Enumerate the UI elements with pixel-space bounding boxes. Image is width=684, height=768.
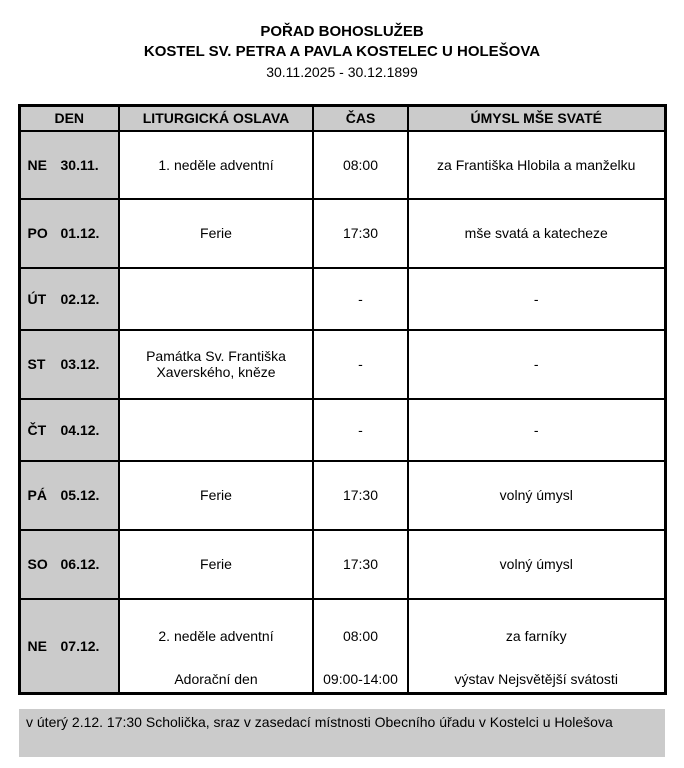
day-cell <box>19 199 119 268</box>
time-secondary-text: 09:00-14:00 <box>323 670 398 687</box>
time-cell: - <box>313 268 408 330</box>
time-cell: - <box>313 399 408 461</box>
church-name: KOSTEL SV. PETRA A PAVLA KOSTELEC U HOLEŠOVA <box>143 43 541 60</box>
intention-cell: za Františka Hlobila a manželku <box>408 131 665 199</box>
table-row <box>19 268 665 330</box>
time-text: 08:00 <box>342 628 379 644</box>
time-cell: 17:30 <box>313 461 408 530</box>
day-date: 01.12. <box>60 225 100 241</box>
col-header-liturgicka-oslava: LITURGICKÁ OSLAVA <box>119 106 313 131</box>
time-cell <box>313 599 408 694</box>
celebration-secondary-text: Adorační den <box>174 670 258 687</box>
time-cell: 17:30 <box>313 530 408 599</box>
intention-cell: - <box>408 399 665 461</box>
celebration-cell: Ferie <box>119 530 313 599</box>
time-cell: 08:00 <box>313 131 408 199</box>
day-abbr: NE <box>27 637 47 654</box>
day-date: 04.12. <box>60 421 100 438</box>
col-header-umysl-mse-svate: ÚMYSL MŠE SVATÉ <box>408 106 665 131</box>
page-title: POŘAD BOHOSLUŽEB <box>260 23 424 40</box>
day-abbr: PO <box>27 225 48 241</box>
table-row <box>19 461 665 530</box>
schedule-table <box>18 104 667 695</box>
day-cell <box>19 131 119 199</box>
intention-cell: - <box>408 330 665 399</box>
day-cell <box>19 399 119 461</box>
day-date: 02.12. <box>60 290 100 307</box>
day-abbr: ČT <box>27 421 47 438</box>
celebration-cell: Ferie <box>119 199 313 268</box>
celebration-cell <box>119 399 313 461</box>
col-header-den: DEN <box>19 106 119 131</box>
celebration-cell <box>119 599 313 694</box>
table-row <box>19 530 665 599</box>
day-abbr: SO <box>27 556 48 572</box>
table-header-row <box>19 106 665 131</box>
day-cell <box>19 599 119 694</box>
day-cell <box>19 268 119 330</box>
day-cell <box>19 530 119 599</box>
day-abbr: NE <box>27 156 47 173</box>
intention-cell: volný úmysl <box>408 461 665 530</box>
table-row <box>19 599 665 694</box>
day-abbr: ST <box>27 356 46 372</box>
day-abbr: ÚT <box>27 290 47 307</box>
intention-cell: mše svatá a katecheze <box>408 199 665 268</box>
table-row <box>19 131 665 199</box>
footer-note: v úterý 2.12. 17:30 Scholička, sraz v zasedací místnosti Obecního úřadu v Kostelci u Holešova <box>19 709 665 757</box>
celebration-cell: Ferie <box>119 461 313 530</box>
day-date: 06.12. <box>60 556 100 572</box>
day-date: 30.11. <box>60 156 99 173</box>
celebration-cell: Památka Sv. Františka Xaverského, kněze <box>119 330 313 399</box>
day-date: 05.12. <box>60 487 100 503</box>
intention-cell: volný úmysl <box>408 530 665 599</box>
intention-secondary-text: výstav Nejsvětější svátosti <box>454 670 618 687</box>
table-row <box>19 199 665 268</box>
intention-text: za farníky <box>505 628 567 644</box>
time-cell: 17:30 <box>313 199 408 268</box>
date-range: 30.11.2025 - 30.12.1899 <box>266 64 418 80</box>
table-row <box>19 399 665 461</box>
day-cell <box>19 461 119 530</box>
celebration-text: 2. neděle adventní <box>158 628 274 644</box>
col-header-cas: ČAS <box>313 106 408 131</box>
table-row <box>19 330 665 399</box>
day-cell <box>19 330 119 399</box>
day-date: 07.12. <box>60 637 100 654</box>
page-header <box>0 0 684 82</box>
celebration-cell: 1. neděle adventní <box>119 131 313 199</box>
intention-cell: - <box>408 268 665 330</box>
schedule-table-body <box>19 131 665 694</box>
day-abbr: PÁ <box>27 487 47 503</box>
day-date: 03.12. <box>60 356 100 372</box>
celebration-cell <box>119 268 313 330</box>
intention-cell <box>408 599 665 694</box>
time-cell: - <box>313 330 408 399</box>
